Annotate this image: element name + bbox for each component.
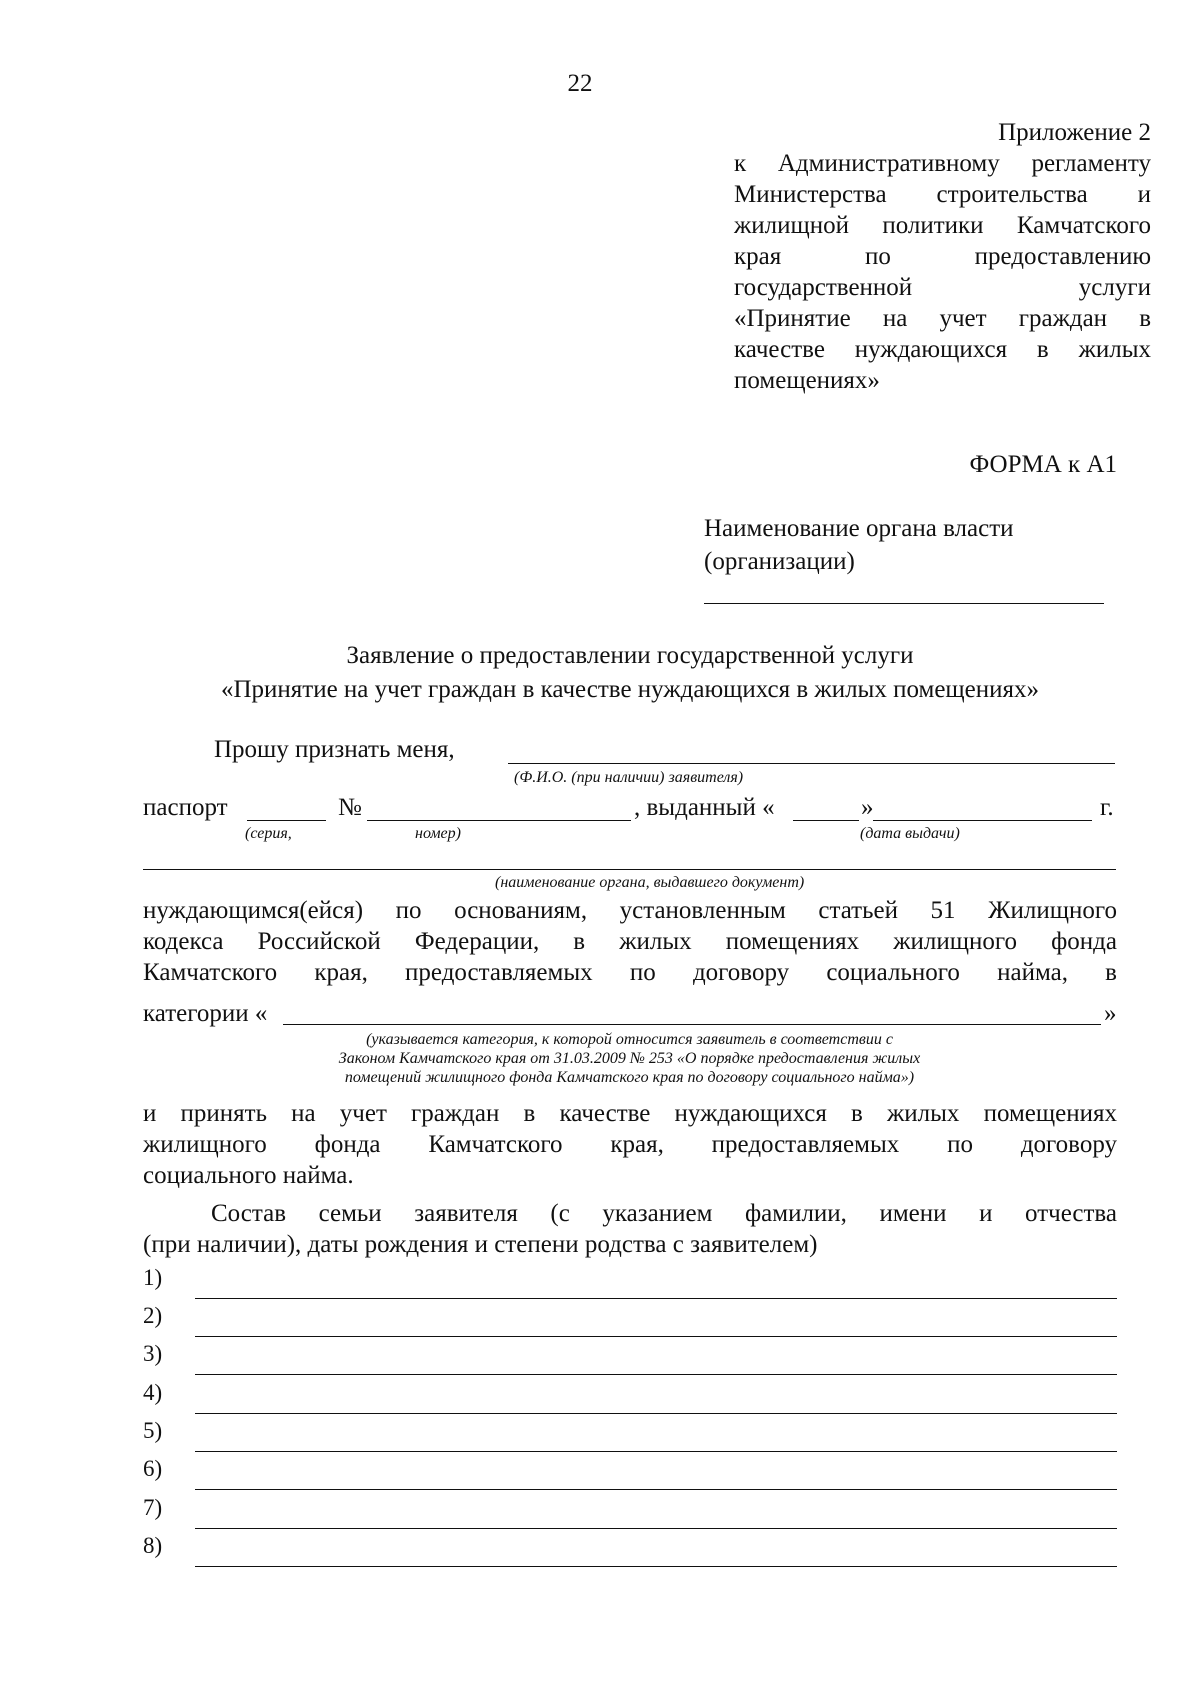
category-hint-line: помещений жилищного фонда Камчатского края по договору социального найма») <box>344 1069 915 1086</box>
date-hint: (дата выдачи) <box>860 825 960 842</box>
heading-line-2: «Принятие на учет граждан в качестве нуждающихся в жилых помещениях» <box>220 676 1040 703</box>
category-hint <box>143 1030 1116 1087</box>
accept-line: и принять на учет граждан в качестве нуждающихся в жилых помещениях <box>143 1100 1117 1127</box>
authority-signature-line[interactable] <box>704 603 1104 604</box>
passport-series-line[interactable] <box>247 820 326 821</box>
accept-last-line: социального найма. <box>143 1162 354 1189</box>
category-hint-line: (указывается категория, к которой относится заявитель в соответствии с <box>366 1031 893 1048</box>
request-prefix: Прошу признать меня, <box>214 736 455 763</box>
appendix-line: к Административному регламенту <box>734 150 1151 177</box>
appendix-line: «Принятие на учет граждан в <box>734 305 1151 332</box>
year-label: г. <box>1100 794 1114 821</box>
heading-line-1: Заявление о предоставлении государственной услуги <box>346 642 914 669</box>
category-input-line[interactable] <box>283 1024 1101 1025</box>
accept-line: жилищного фонда Камчатского края, предоставляемых по договору <box>143 1131 1117 1158</box>
issuer-hint: (наименование органа, выдавшего документ) <box>495 874 805 891</box>
issued-label: , выданный « <box>634 794 775 821</box>
family-item-number: 1) <box>143 1265 163 1290</box>
body-line: кодекса Российской Федерации, в жилых помещениях жилищного фонда <box>143 928 1117 955</box>
appendix-block <box>734 117 1151 396</box>
fio-hint: (Ф.И.О. (при наличии) заявителя) <box>514 769 744 786</box>
appendix-last-line: помещениях» <box>734 367 880 394</box>
issue-day-line[interactable] <box>793 820 859 821</box>
form-label: ФОРМА к А1 <box>969 451 1117 478</box>
authority-name: Наименование органа власти <box>704 515 1014 542</box>
family-item-line[interactable] <box>195 1489 1117 1490</box>
appendix-title: Приложение 2 <box>998 119 1151 146</box>
page-number: 22 <box>567 70 593 97</box>
number-sign: № <box>338 794 362 821</box>
family-item-number: 6) <box>143 1456 163 1481</box>
accept-paragraph <box>143 1098 1117 1191</box>
series-hint: (серия, <box>245 825 292 842</box>
family-item-number: 7) <box>143 1495 163 1520</box>
body-paragraph <box>143 895 1117 988</box>
body-line: нуждающимся(ейся) по основаниям, установленным статьей 51 Жилищного <box>143 897 1117 924</box>
family-item-line[interactable] <box>195 1413 1117 1414</box>
appendix-line: Министерства строительства и <box>734 181 1151 208</box>
passport-number-line[interactable] <box>367 820 631 821</box>
issue-month-line[interactable] <box>873 820 1092 821</box>
number-hint: номер) <box>415 825 461 842</box>
family-intro <box>143 1198 1117 1260</box>
authority-org: (организации) <box>704 548 855 575</box>
family-item-number: 4) <box>143 1380 163 1405</box>
family-item-number: 3) <box>143 1341 163 1366</box>
category-hint-line: Законом Камчатского края от 31.03.2009 № 253 «О порядке предоставления жилых <box>338 1050 921 1067</box>
category-prefix: категории « <box>143 1000 268 1027</box>
family-item-line[interactable] <box>195 1298 1117 1299</box>
appendix-line: государственной услуги <box>734 274 1151 301</box>
quote-close: » <box>861 794 874 821</box>
family-item-line[interactable] <box>195 1336 1117 1337</box>
family-intro-line-1: Состав семьи заявителя (с указанием фамилии, имени и отчества <box>211 1200 1117 1227</box>
family-item-line[interactable] <box>195 1451 1117 1452</box>
category-suffix: » <box>1104 1000 1117 1027</box>
fio-input-line[interactable] <box>508 763 1115 764</box>
family-item-line[interactable] <box>195 1374 1117 1375</box>
family-item-line[interactable] <box>195 1566 1117 1567</box>
body-line: Камчатского края, предоставляемых по договору социального найма, в <box>143 959 1117 986</box>
passport-label: паспорт <box>143 794 228 821</box>
appendix-line: края по предоставлению <box>734 243 1151 270</box>
family-intro-line-2: (при наличии), даты рождения и степени родства с заявителем) <box>143 1231 818 1258</box>
family-item-number: 2) <box>143 1303 163 1328</box>
appendix-line: качестве нуждающихся в жилых <box>734 336 1151 363</box>
family-item-line[interactable] <box>195 1528 1117 1529</box>
family-item-number: 8) <box>143 1533 163 1558</box>
appendix-line: жилищной политики Камчатского <box>734 212 1151 239</box>
issuer-input-line[interactable] <box>143 869 1116 870</box>
family-item-number: 5) <box>143 1418 163 1443</box>
